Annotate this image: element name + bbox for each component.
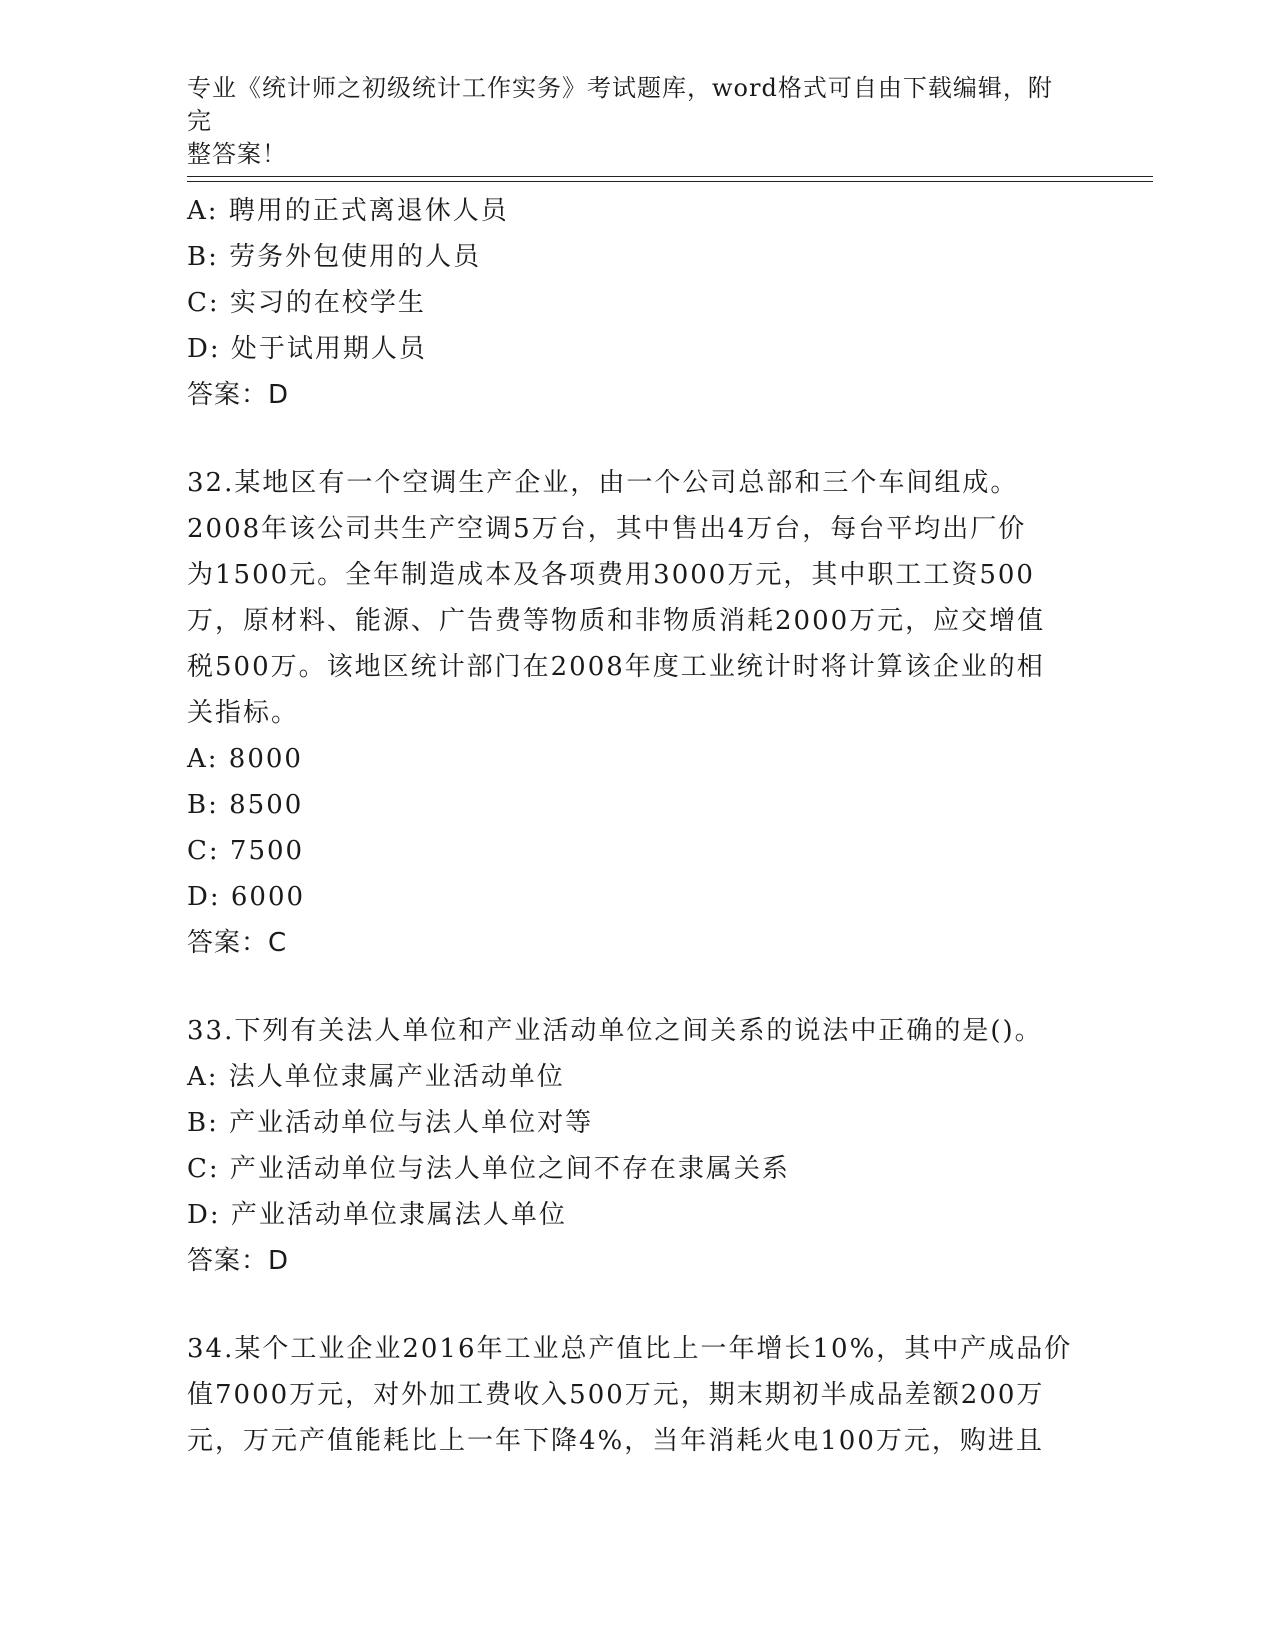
answer-line: 答案：D xyxy=(187,1246,290,1276)
question-text-line: 值7000万元，对外加工费收入500万元，期末期初半成品差额200万 xyxy=(187,1380,1045,1410)
document-body xyxy=(187,188,1087,1464)
header-line-2: 整答案！ xyxy=(187,140,287,168)
question-block-32 xyxy=(187,460,1087,966)
answer-line: 答案：D xyxy=(187,380,290,410)
header-divider-top xyxy=(187,176,1153,177)
answer-line: 答案：C xyxy=(187,928,288,958)
question-text-line: 税500万。该地区统计部门在2008年度工业统计时将计算该企业的相 xyxy=(187,652,1045,682)
document-header xyxy=(187,72,1067,171)
option-a: A: 聘用的正式离退休人员 xyxy=(187,196,509,226)
spacer xyxy=(187,966,1087,1008)
question-text-line: 万，原材料、能源、广告费等物质和非物质消耗2000万元，应交增值 xyxy=(187,606,1046,636)
spacer xyxy=(187,418,1087,460)
question-text-line: 34.某个工业企业2016年工业总产值比上一年增长10%，其中产成品价 xyxy=(187,1334,1073,1364)
question-block-34 xyxy=(187,1326,1087,1464)
option-b: B: 劳务外包使用的人员 xyxy=(187,242,482,272)
option-a: A: 8000 xyxy=(187,744,303,774)
option-b: B: 8500 xyxy=(187,790,304,820)
option-d: D: 处于试用期人员 xyxy=(187,334,427,364)
option-d: D: 产业活动单位隶属法人单位 xyxy=(187,1200,567,1230)
option-b: B: 产业活动单位与法人单位对等 xyxy=(187,1108,594,1138)
header-line-1: 专业《统计师之初级统计工作实务》考试题库，word格式可自由下载编辑，附完 xyxy=(187,74,1053,135)
question-text-line: 33.下列有关法人单位和产业活动单位之间关系的说法中正确的是()。 xyxy=(187,1016,1043,1046)
question-text-line: 2008年该公司共生产空调5万台，其中售出4万台，每台平均出厂价 xyxy=(187,514,1027,544)
option-c: C: 7500 xyxy=(187,836,305,866)
option-d: D: 6000 xyxy=(187,882,306,912)
option-c: C: 产业活动单位与法人单位之间不存在隶属关系 xyxy=(187,1154,790,1184)
question-block-previous xyxy=(187,188,1087,418)
header-divider-bottom xyxy=(187,181,1153,182)
question-text-line: 关指标。 xyxy=(187,698,300,728)
question-text-line: 为1500元。全年制造成本及各项费用3000万元，其中职工工资500 xyxy=(187,560,1035,590)
question-text-line: 32.某地区有一个空调生产企业，由一个公司总部和三个车间组成。 xyxy=(187,468,1019,498)
option-a: A: 法人单位隶属产业活动单位 xyxy=(187,1062,565,1092)
spacer xyxy=(187,1284,1087,1326)
question-block-33 xyxy=(187,1008,1087,1284)
option-c: C: 实习的在校学生 xyxy=(187,288,426,318)
question-text-line: 元，万元产值能耗比上一年下降4%，当年消耗火电100万元，购进且 xyxy=(187,1426,1044,1456)
